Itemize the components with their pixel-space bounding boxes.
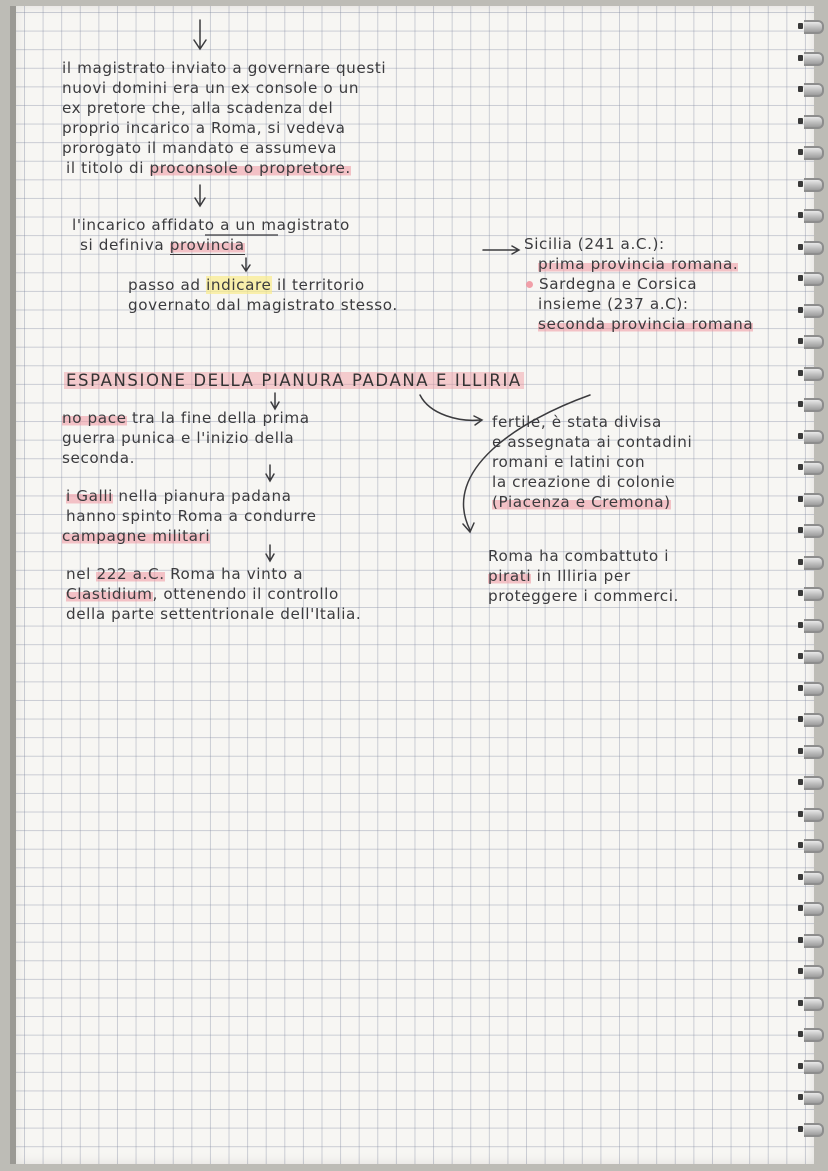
highlighted-term: seconda provincia romana xyxy=(538,315,754,333)
section-title: ESPANSIONE DELLA PIANURA PADANA E ILLIRIA xyxy=(66,371,522,390)
highlighted-term: (Piacenza e Cremona) xyxy=(492,493,671,511)
note-line: romani e latini con xyxy=(492,453,646,471)
spiral-ring xyxy=(804,115,824,129)
note-line: guerra punica e l'inizio della xyxy=(62,429,295,447)
note-line: governato dal magistrato stesso. xyxy=(128,296,398,314)
spiral-ring xyxy=(804,808,824,822)
note-line xyxy=(526,276,697,293)
note-text: Sardegna e Corsica xyxy=(539,275,698,293)
note-line: la creazione di colonie xyxy=(492,473,676,491)
note-line: e assegnata ai contadini xyxy=(492,433,693,451)
spiral-ring xyxy=(804,461,824,475)
note-line: prorogato il mandato e assumeva xyxy=(62,139,338,157)
note-text: il territorio xyxy=(276,276,365,294)
note-text: nel xyxy=(66,565,91,583)
spiral-ring xyxy=(804,587,824,601)
spiral-ring xyxy=(804,52,824,66)
highlighted-term: 222 a.C. xyxy=(96,565,165,583)
note-line: insieme (237 a.C): xyxy=(538,295,689,313)
spiral-ring xyxy=(804,524,824,538)
spiral-ring xyxy=(804,304,824,318)
note-text: , ottenendo il controllo xyxy=(152,585,339,603)
highlighted-term: no pace xyxy=(62,409,127,427)
spiral-ring xyxy=(804,1123,824,1137)
spiral-ring xyxy=(804,209,824,223)
spiral-ring xyxy=(804,1028,824,1042)
spiral-ring xyxy=(804,902,824,916)
note-line: seconda. xyxy=(62,449,136,467)
spiral-ring xyxy=(804,1091,824,1105)
spiral-ring xyxy=(804,493,824,507)
note-line xyxy=(66,566,303,583)
spiral-ring xyxy=(804,871,824,885)
highlighted-term: Clastidium xyxy=(66,585,153,603)
note-text: passo ad xyxy=(128,276,201,294)
note-line: il magistrato inviato a governare questi xyxy=(62,59,387,77)
spiral-ring xyxy=(804,619,824,633)
note-text: in Illiria per xyxy=(536,567,631,585)
note-line xyxy=(492,494,671,511)
note-line xyxy=(62,528,210,545)
note-line: l'incarico affidato a un magistrato xyxy=(72,216,350,234)
spiral-ring xyxy=(804,934,824,948)
spiral-ring xyxy=(804,178,824,192)
note-line xyxy=(66,586,339,603)
spiral-ring xyxy=(804,20,824,34)
note-text: tra la fine della prima xyxy=(132,409,310,427)
note-line xyxy=(62,410,310,427)
note-text: il titolo di xyxy=(66,159,145,177)
spiral-ring xyxy=(804,398,824,412)
highlighted-term: proconsole o propretore. xyxy=(149,159,351,177)
spiral-ring xyxy=(804,776,824,790)
spiral-ring xyxy=(804,335,824,349)
note-line xyxy=(66,488,292,505)
note-line: ex pretore che, alla scadenza del xyxy=(62,99,334,117)
spiral-ring xyxy=(804,682,824,696)
highlighted-term: i Galli xyxy=(66,487,113,505)
note-text: si definiva xyxy=(80,236,165,254)
spiral-ring xyxy=(804,839,824,853)
spiral-ring xyxy=(804,997,824,1011)
spiral-ring xyxy=(804,1060,824,1074)
note-line: hanno spinto Roma a condurre xyxy=(66,507,317,525)
highlighted-term: pirati xyxy=(488,567,532,585)
spiral-ring xyxy=(804,272,824,286)
spiral-ring xyxy=(804,83,824,97)
highlighted-term: prima provincia romana. xyxy=(538,255,739,273)
spiral-ring xyxy=(804,713,824,727)
spiral-ring xyxy=(804,241,824,255)
note-line xyxy=(66,160,351,177)
note-line: proteggere i commerci. xyxy=(488,587,679,605)
spiral-ring xyxy=(804,556,824,570)
spiral-ring xyxy=(804,146,824,160)
note-text: Roma ha vinto a xyxy=(170,565,304,583)
spiral-binding xyxy=(802,20,824,1160)
note-text: nella pianura padana xyxy=(118,487,292,505)
highlighted-term: indicare xyxy=(206,276,272,294)
highlighted-term: provincia xyxy=(169,236,245,254)
spiral-ring xyxy=(804,965,824,979)
note-line xyxy=(128,277,365,294)
note-line xyxy=(80,237,245,254)
spiral-ring xyxy=(804,430,824,444)
highlighted-term: campagne militari xyxy=(62,527,211,545)
note-line: nuovi domini era un ex console o un xyxy=(62,79,360,97)
note-line: Roma ha combattuto i xyxy=(488,547,670,565)
bullet-icon xyxy=(526,281,533,288)
spiral-ring xyxy=(804,367,824,381)
note-line: fertile, è stata divisa xyxy=(492,413,662,431)
spiral-ring xyxy=(804,650,824,664)
note-line: della parte settentrionale dell'Italia. xyxy=(66,605,362,623)
note-line xyxy=(488,568,631,585)
note-line: Sicilia (241 a.C.): xyxy=(524,235,665,253)
spiral-ring xyxy=(804,745,824,759)
note-line: proprio incarico a Roma, si vedeva xyxy=(62,119,346,137)
